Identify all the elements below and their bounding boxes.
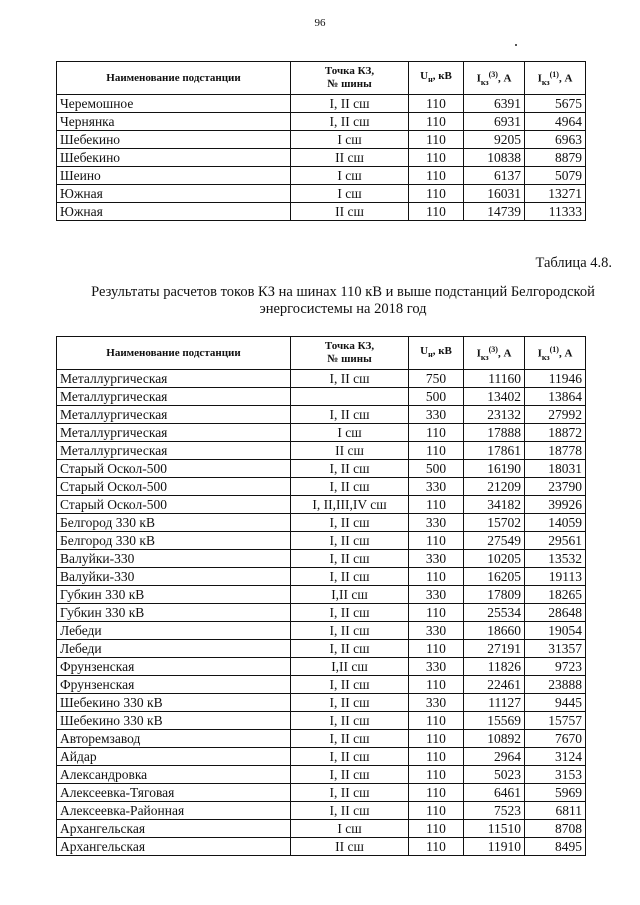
- table-caption-line-2: энергосистемы на 2018 год: [259, 301, 427, 317]
- cell-voltage: 110: [409, 730, 464, 748]
- scan-speck: [515, 44, 517, 46]
- cell-substation-name: Архангельская: [57, 820, 291, 838]
- cell-substation-name: Черемошное: [57, 95, 291, 113]
- cell-voltage: 110: [409, 149, 464, 167]
- cell-fault-point: I,II сш: [291, 586, 409, 604]
- cell-i1: 5079: [525, 167, 586, 185]
- cell-voltage: 500: [409, 460, 464, 478]
- cell-i3: 13402: [464, 388, 525, 406]
- table-row: [57, 95, 586, 113]
- cell-substation-name: Старый Оскол-500: [57, 496, 291, 514]
- cell-fault-point: I, II сш: [291, 406, 409, 424]
- table-caption: [56, 284, 630, 318]
- cell-i3: 17888: [464, 424, 525, 442]
- cell-fault-point: I сш: [291, 424, 409, 442]
- table-caption-line-1: Результаты расчетов токов КЗ на шинах 110 кВ и выше подстанций Белгородской: [91, 284, 595, 300]
- table-2-header-row: [57, 337, 586, 370]
- table-2-body: [57, 370, 586, 856]
- cell-i3: 10838: [464, 149, 525, 167]
- header-voltage: $U_н$, кВ: [409, 337, 464, 370]
- table-row: [57, 460, 586, 478]
- cell-i3: 6461: [464, 784, 525, 802]
- table-row: [57, 203, 586, 221]
- cell-substation-name: Шеино: [57, 167, 291, 185]
- cell-i3: 15702: [464, 514, 525, 532]
- cell-voltage: 110: [409, 568, 464, 586]
- cell-i3: 34182: [464, 496, 525, 514]
- header-i3: $I_{кз}^{(3)}$, А: [464, 337, 525, 370]
- cell-fault-point: I, II сш: [291, 712, 409, 730]
- cell-i1: 19113: [525, 568, 586, 586]
- table-row: [57, 514, 586, 532]
- cell-voltage: 110: [409, 676, 464, 694]
- table-row: [57, 604, 586, 622]
- cell-i3: 5023: [464, 766, 525, 784]
- table-1-header-row: [57, 62, 586, 95]
- cell-i1: 18265: [525, 586, 586, 604]
- cell-substation-name: Южная: [57, 203, 291, 221]
- cell-substation-name: Алексеевка-Тяговая: [57, 784, 291, 802]
- cell-substation-name: Металлургическая: [57, 388, 291, 406]
- cell-fault-point: I сш: [291, 131, 409, 149]
- cell-i1: 18778: [525, 442, 586, 460]
- cell-i3: 14739: [464, 203, 525, 221]
- cell-i1: 9723: [525, 658, 586, 676]
- cell-fault-point: I сш: [291, 185, 409, 203]
- cell-i1: 3153: [525, 766, 586, 784]
- cell-substation-name: Губкин 330 кВ: [57, 604, 291, 622]
- cell-i1: 13271: [525, 185, 586, 203]
- cell-substation-name: Александровка: [57, 766, 291, 784]
- table-row: [57, 586, 586, 604]
- cell-voltage: 110: [409, 167, 464, 185]
- cell-fault-point: I, II сш: [291, 766, 409, 784]
- cell-i3: 17809: [464, 586, 525, 604]
- cell-i3: 11910: [464, 838, 525, 856]
- cell-i3: 9205: [464, 131, 525, 149]
- cell-fault-point: I, II сш: [291, 460, 409, 478]
- cell-fault-point: I, II сш: [291, 622, 409, 640]
- cell-i1: 31357: [525, 640, 586, 658]
- cell-voltage: 110: [409, 784, 464, 802]
- cell-i3: 6391: [464, 95, 525, 113]
- cell-fault-point: I, II сш: [291, 532, 409, 550]
- cell-fault-point: II сш: [291, 203, 409, 221]
- cell-substation-name: Архангельская: [57, 838, 291, 856]
- table-row: [57, 442, 586, 460]
- cell-i1: 39926: [525, 496, 586, 514]
- substation-table-1: [56, 61, 586, 221]
- cell-fault-point: I, II сш: [291, 640, 409, 658]
- cell-fault-point: I, II сш: [291, 568, 409, 586]
- table-row: [57, 694, 586, 712]
- cell-voltage: 330: [409, 622, 464, 640]
- table-number-label: Таблица 4.8.: [535, 255, 612, 271]
- cell-fault-point: I, II сш: [291, 113, 409, 131]
- table-row: [57, 766, 586, 784]
- cell-i1: 19054: [525, 622, 586, 640]
- cell-substation-name: Авторемзавод: [57, 730, 291, 748]
- table-row: [57, 388, 586, 406]
- cell-i1: 6811: [525, 802, 586, 820]
- cell-i1: 13532: [525, 550, 586, 568]
- cell-i3: 11160: [464, 370, 525, 388]
- cell-i1: 5969: [525, 784, 586, 802]
- cell-i3: 6931: [464, 113, 525, 131]
- cell-voltage: 110: [409, 442, 464, 460]
- cell-i3: 11127: [464, 694, 525, 712]
- cell-i3: 11826: [464, 658, 525, 676]
- header-voltage: $U_н$, кВ: [409, 62, 464, 95]
- table-row: [57, 676, 586, 694]
- cell-substation-name: Фрунзенская: [57, 676, 291, 694]
- table-row: [57, 712, 586, 730]
- header-name: Наименование подстанции: [57, 337, 291, 370]
- cell-substation-name: Чернянка: [57, 113, 291, 131]
- cell-i3: 22461: [464, 676, 525, 694]
- cell-voltage: 110: [409, 712, 464, 730]
- table-row: [57, 185, 586, 203]
- cell-i1: 14059: [525, 514, 586, 532]
- table-row: [57, 131, 586, 149]
- cell-voltage: 330: [409, 478, 464, 496]
- cell-substation-name: Валуйки-330: [57, 568, 291, 586]
- cell-voltage: 500: [409, 388, 464, 406]
- cell-i3: 16031: [464, 185, 525, 203]
- cell-fault-point: I, II,III,IV сш: [291, 496, 409, 514]
- cell-substation-name: Старый Оскол-500: [57, 478, 291, 496]
- cell-fault-point: I, II сш: [291, 748, 409, 766]
- cell-i3: 27191: [464, 640, 525, 658]
- table-row: [57, 149, 586, 167]
- header-point: Точка КЗ, № шины: [291, 62, 409, 95]
- cell-i1: 18031: [525, 460, 586, 478]
- table-row: [57, 370, 586, 388]
- cell-substation-name: Металлургическая: [57, 424, 291, 442]
- header-i1: $I_{кз}^{(1)}$, А: [525, 337, 586, 370]
- cell-i1: 9445: [525, 694, 586, 712]
- cell-substation-name: Шебекино: [57, 149, 291, 167]
- cell-substation-name: Старый Оскол-500: [57, 460, 291, 478]
- cell-voltage: 110: [409, 838, 464, 856]
- cell-i3: 11510: [464, 820, 525, 838]
- cell-i3: 10892: [464, 730, 525, 748]
- cell-voltage: 330: [409, 406, 464, 424]
- cell-i1: 8708: [525, 820, 586, 838]
- cell-fault-point: I, II сш: [291, 784, 409, 802]
- cell-i3: 21209: [464, 478, 525, 496]
- cell-fault-point: II сш: [291, 838, 409, 856]
- cell-i1: 27992: [525, 406, 586, 424]
- cell-substation-name: Алексеевка-Районная: [57, 802, 291, 820]
- cell-fault-point: I сш: [291, 820, 409, 838]
- table-row: [57, 748, 586, 766]
- cell-fault-point: I, II сш: [291, 550, 409, 568]
- table-row: [57, 113, 586, 131]
- cell-i3: 25534: [464, 604, 525, 622]
- cell-substation-name: Шебекино 330 кВ: [57, 694, 291, 712]
- cell-fault-point: I сш: [291, 167, 409, 185]
- cell-i1: 13864: [525, 388, 586, 406]
- cell-i3: 2964: [464, 748, 525, 766]
- header-i1: $I_{кз}^{(1)}$, А: [525, 62, 586, 95]
- cell-fault-point: I, II сш: [291, 604, 409, 622]
- cell-i3: 6137: [464, 167, 525, 185]
- cell-substation-name: Шебекино 330 кВ: [57, 712, 291, 730]
- cell-substation-name: Фрунзенская: [57, 658, 291, 676]
- cell-fault-point: I, II сш: [291, 694, 409, 712]
- cell-substation-name: Лебеди: [57, 640, 291, 658]
- cell-i1: 3124: [525, 748, 586, 766]
- table-row: [57, 424, 586, 442]
- cell-i1: 23888: [525, 676, 586, 694]
- cell-voltage: 110: [409, 113, 464, 131]
- page-number: 96: [314, 17, 326, 29]
- cell-substation-name: Айдар: [57, 748, 291, 766]
- cell-substation-name: Металлургическая: [57, 406, 291, 424]
- cell-i1: 15757: [525, 712, 586, 730]
- cell-i3: 23132: [464, 406, 525, 424]
- cell-fault-point: I, II сш: [291, 370, 409, 388]
- cell-i1: 4964: [525, 113, 586, 131]
- cell-i1: 11333: [525, 203, 586, 221]
- cell-voltage: 110: [409, 802, 464, 820]
- cell-substation-name: Металлургическая: [57, 370, 291, 388]
- cell-voltage: 110: [409, 766, 464, 784]
- cell-i1: 23790: [525, 478, 586, 496]
- cell-fault-point: I, II сш: [291, 478, 409, 496]
- cell-i1: 7670: [525, 730, 586, 748]
- cell-i1: 8495: [525, 838, 586, 856]
- cell-substation-name: Белгород 330 кВ: [57, 532, 291, 550]
- cell-i1: 6963: [525, 131, 586, 149]
- table-row: [57, 640, 586, 658]
- cell-fault-point: II сш: [291, 149, 409, 167]
- cell-voltage: 110: [409, 748, 464, 766]
- table-row: [57, 730, 586, 748]
- cell-voltage: 110: [409, 820, 464, 838]
- table-row: [57, 478, 586, 496]
- table-row: [57, 622, 586, 640]
- cell-i1: 28648: [525, 604, 586, 622]
- cell-fault-point: I, II сш: [291, 514, 409, 532]
- cell-substation-name: Лебеди: [57, 622, 291, 640]
- table-row: [57, 406, 586, 424]
- cell-voltage: 110: [409, 203, 464, 221]
- cell-voltage: 110: [409, 640, 464, 658]
- table-row: [57, 550, 586, 568]
- cell-voltage: 110: [409, 532, 464, 550]
- table-row: [57, 658, 586, 676]
- cell-i3: 10205: [464, 550, 525, 568]
- header-name: Наименование подстанции: [57, 62, 291, 95]
- table-row: [57, 820, 586, 838]
- cell-i3: 27549: [464, 532, 525, 550]
- cell-i3: 15569: [464, 712, 525, 730]
- cell-fault-point: II сш: [291, 442, 409, 460]
- table-row: [57, 167, 586, 185]
- cell-i1: 8879: [525, 149, 586, 167]
- table-row: [57, 568, 586, 586]
- cell-voltage: 110: [409, 95, 464, 113]
- header-i3: $I_{кз}^{(3)}$, А: [464, 62, 525, 95]
- cell-voltage: 750: [409, 370, 464, 388]
- cell-fault-point: I, II сш: [291, 95, 409, 113]
- cell-substation-name: Белгород 330 кВ: [57, 514, 291, 532]
- cell-substation-name: Губкин 330 кВ: [57, 586, 291, 604]
- cell-fault-point: [291, 388, 409, 406]
- table-row: [57, 784, 586, 802]
- table-row: [57, 838, 586, 856]
- cell-i3: 16190: [464, 460, 525, 478]
- cell-fault-point: I, II сш: [291, 730, 409, 748]
- cell-voltage: 330: [409, 694, 464, 712]
- cell-voltage: 330: [409, 550, 464, 568]
- substation-table-2: [56, 336, 586, 856]
- cell-fault-point: I, II сш: [291, 676, 409, 694]
- cell-substation-name: Валуйки-330: [57, 550, 291, 568]
- cell-voltage: 110: [409, 604, 464, 622]
- table-row: [57, 496, 586, 514]
- table-1-body: [57, 95, 586, 221]
- cell-voltage: 330: [409, 658, 464, 676]
- cell-substation-name: Шебекино: [57, 131, 291, 149]
- table-row: [57, 532, 586, 550]
- cell-voltage: 330: [409, 514, 464, 532]
- cell-i1: 11946: [525, 370, 586, 388]
- cell-i3: 18660: [464, 622, 525, 640]
- cell-i1: 18872: [525, 424, 586, 442]
- cell-i1: 5675: [525, 95, 586, 113]
- cell-voltage: 110: [409, 424, 464, 442]
- cell-voltage: 110: [409, 185, 464, 203]
- header-point: Точка КЗ, № шины: [291, 337, 409, 370]
- cell-substation-name: Металлургическая: [57, 442, 291, 460]
- cell-voltage: 330: [409, 586, 464, 604]
- cell-i3: 16205: [464, 568, 525, 586]
- cell-substation-name: Южная: [57, 185, 291, 203]
- cell-fault-point: I, II сш: [291, 802, 409, 820]
- cell-i3: 7523: [464, 802, 525, 820]
- cell-voltage: 110: [409, 496, 464, 514]
- cell-fault-point: I,II сш: [291, 658, 409, 676]
- table-row: [57, 802, 586, 820]
- cell-voltage: 110: [409, 131, 464, 149]
- cell-i3: 17861: [464, 442, 525, 460]
- cell-i1: 29561: [525, 532, 586, 550]
